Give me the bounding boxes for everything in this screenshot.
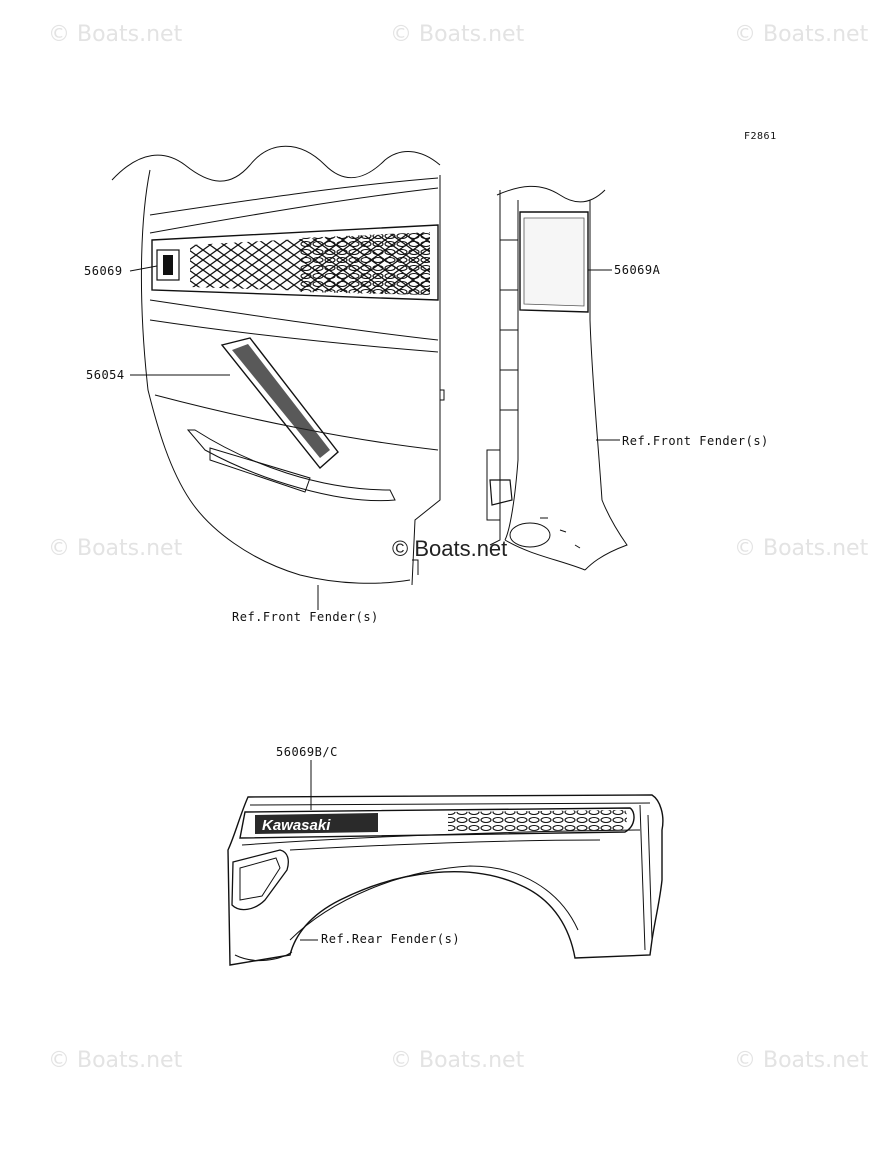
callout-ref-front-fender-right: Ref.Front Fender(s) [622, 434, 769, 448]
callout-56069a: 56069A [614, 263, 661, 277]
figure-code: F2861 [744, 131, 777, 142]
callout-ref-rear-fender: Ref.Rear Fender(s) [321, 932, 461, 946]
front-fender-left-illustration [112, 146, 444, 585]
watermark: © Boats.net [390, 22, 525, 47]
watermark: © Boats.net [734, 536, 869, 561]
watermark: © Boats.net [48, 22, 183, 47]
front-fender-right-illustration [487, 186, 627, 570]
callout-56069: 56069 [84, 264, 123, 278]
watermark-center: © Boats.net [392, 536, 508, 561]
watermark: © Boats.net [390, 1048, 525, 1073]
watermark: © Boats.net [48, 536, 183, 561]
leader-lines [130, 266, 620, 940]
decal-brand-text: Kawasaki [262, 817, 331, 834]
callout-56054: 56054 [86, 368, 125, 382]
callout-ref-front-fender-lower: Ref.Front Fender(s) [232, 610, 379, 624]
watermark: © Boats.net [734, 1048, 869, 1073]
watermark: © Boats.net [734, 22, 869, 47]
callout-56069bc: 56069B/C [276, 745, 338, 759]
watermark: © Boats.net [48, 1048, 183, 1073]
leader-56069 [130, 266, 157, 271]
